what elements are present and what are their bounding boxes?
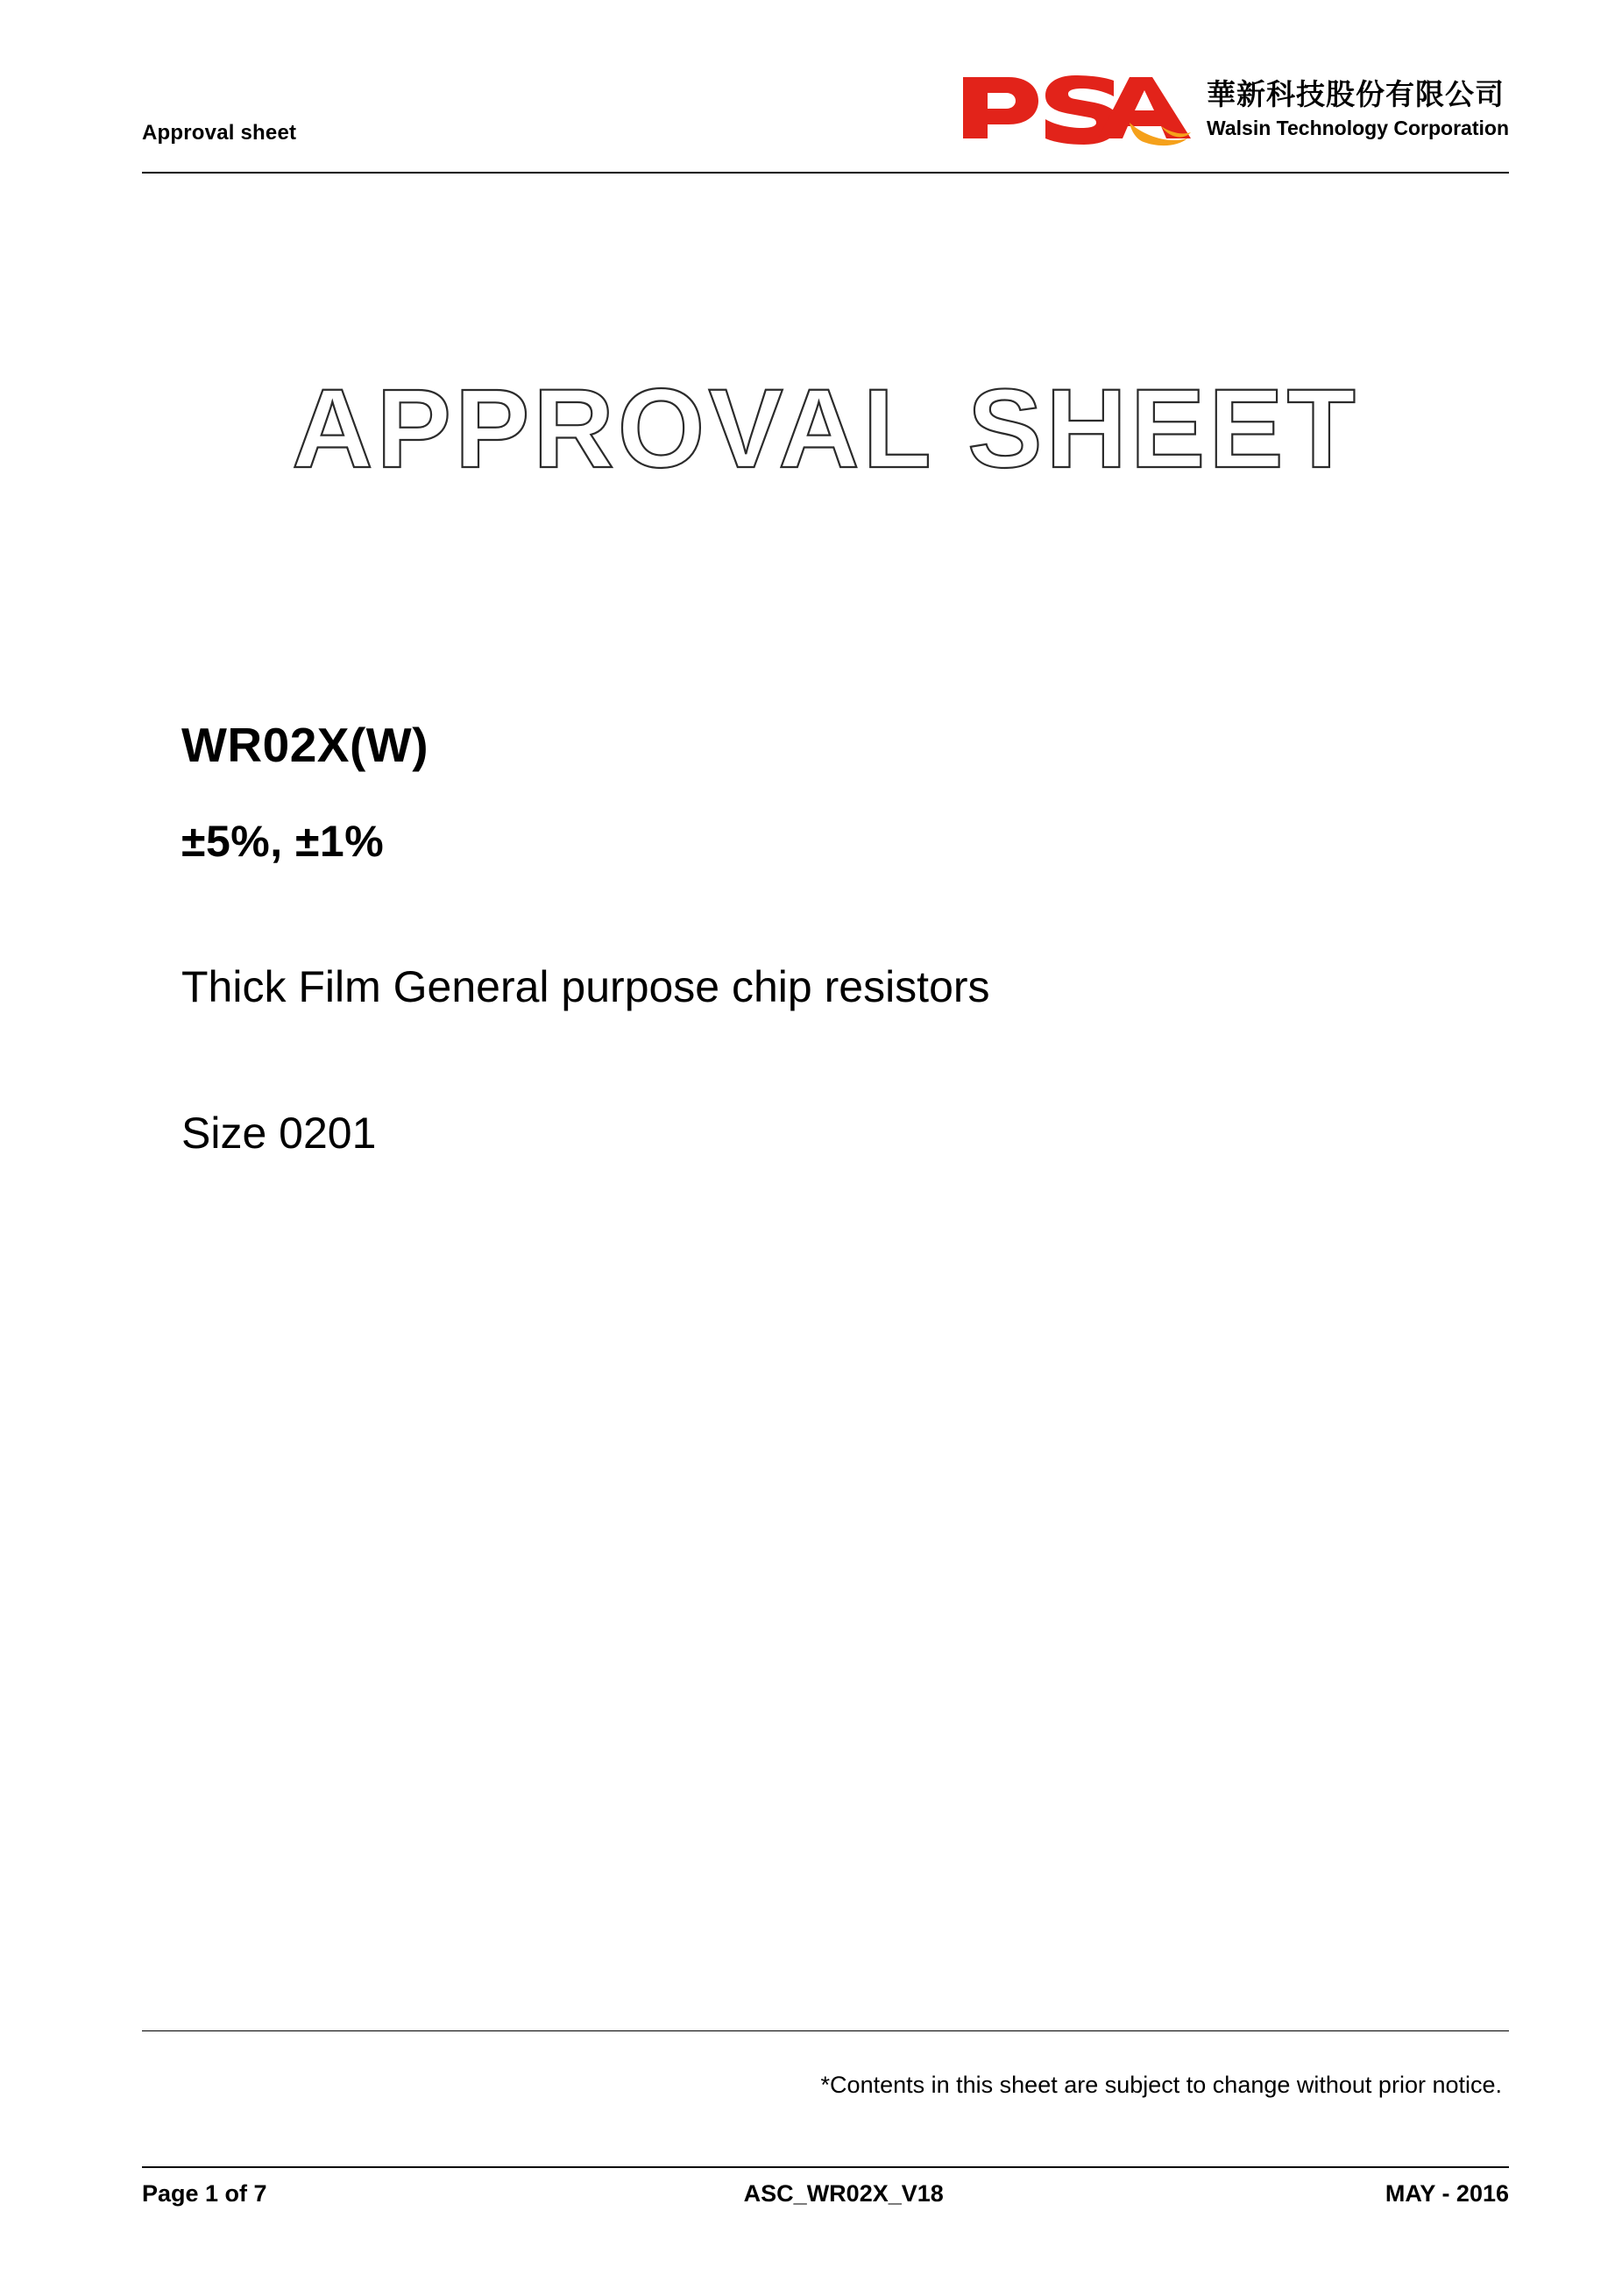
product-size: Size 0201: [181, 1109, 377, 1158]
approval-sheet-outline-text: [203, 364, 1448, 495]
psa-logo-icon: [958, 70, 1193, 147]
disclaimer-notice: *Contents in this sheet are subject to change without prior notice.: [820, 2072, 1502, 2098]
page-footer: [142, 2180, 1509, 2207]
document-body: [181, 719, 1496, 1159]
product-description: Thick Film General purpose chip resistors: [181, 961, 990, 1011]
company-name-english: Walsin Technology Corporation: [1207, 116, 1509, 139]
page-title: [142, 364, 1509, 495]
company-name-chinese: 華新科技股份有限公司: [1207, 77, 1505, 110]
document-date: MAY - 2016: [1385, 2180, 1509, 2207]
tolerance-spec: ±5%, ±1%: [181, 816, 385, 866]
header-divider: [142, 172, 1509, 174]
page-header: [142, 70, 1509, 171]
part-number: WR02X(W): [181, 718, 429, 772]
company-branding: [958, 70, 1509, 147]
footer-divider: [142, 2166, 1509, 2168]
document-code: ASC_WR02X_V18: [743, 2180, 944, 2207]
notice-divider: [142, 2030, 1509, 2031]
title-text: APPROVAL SHEET: [292, 366, 1359, 492]
document-type-label: Approval sheet: [142, 121, 297, 145]
page-number: Page 1 of 7: [142, 2180, 267, 2207]
company-name-block: [1207, 70, 1509, 147]
